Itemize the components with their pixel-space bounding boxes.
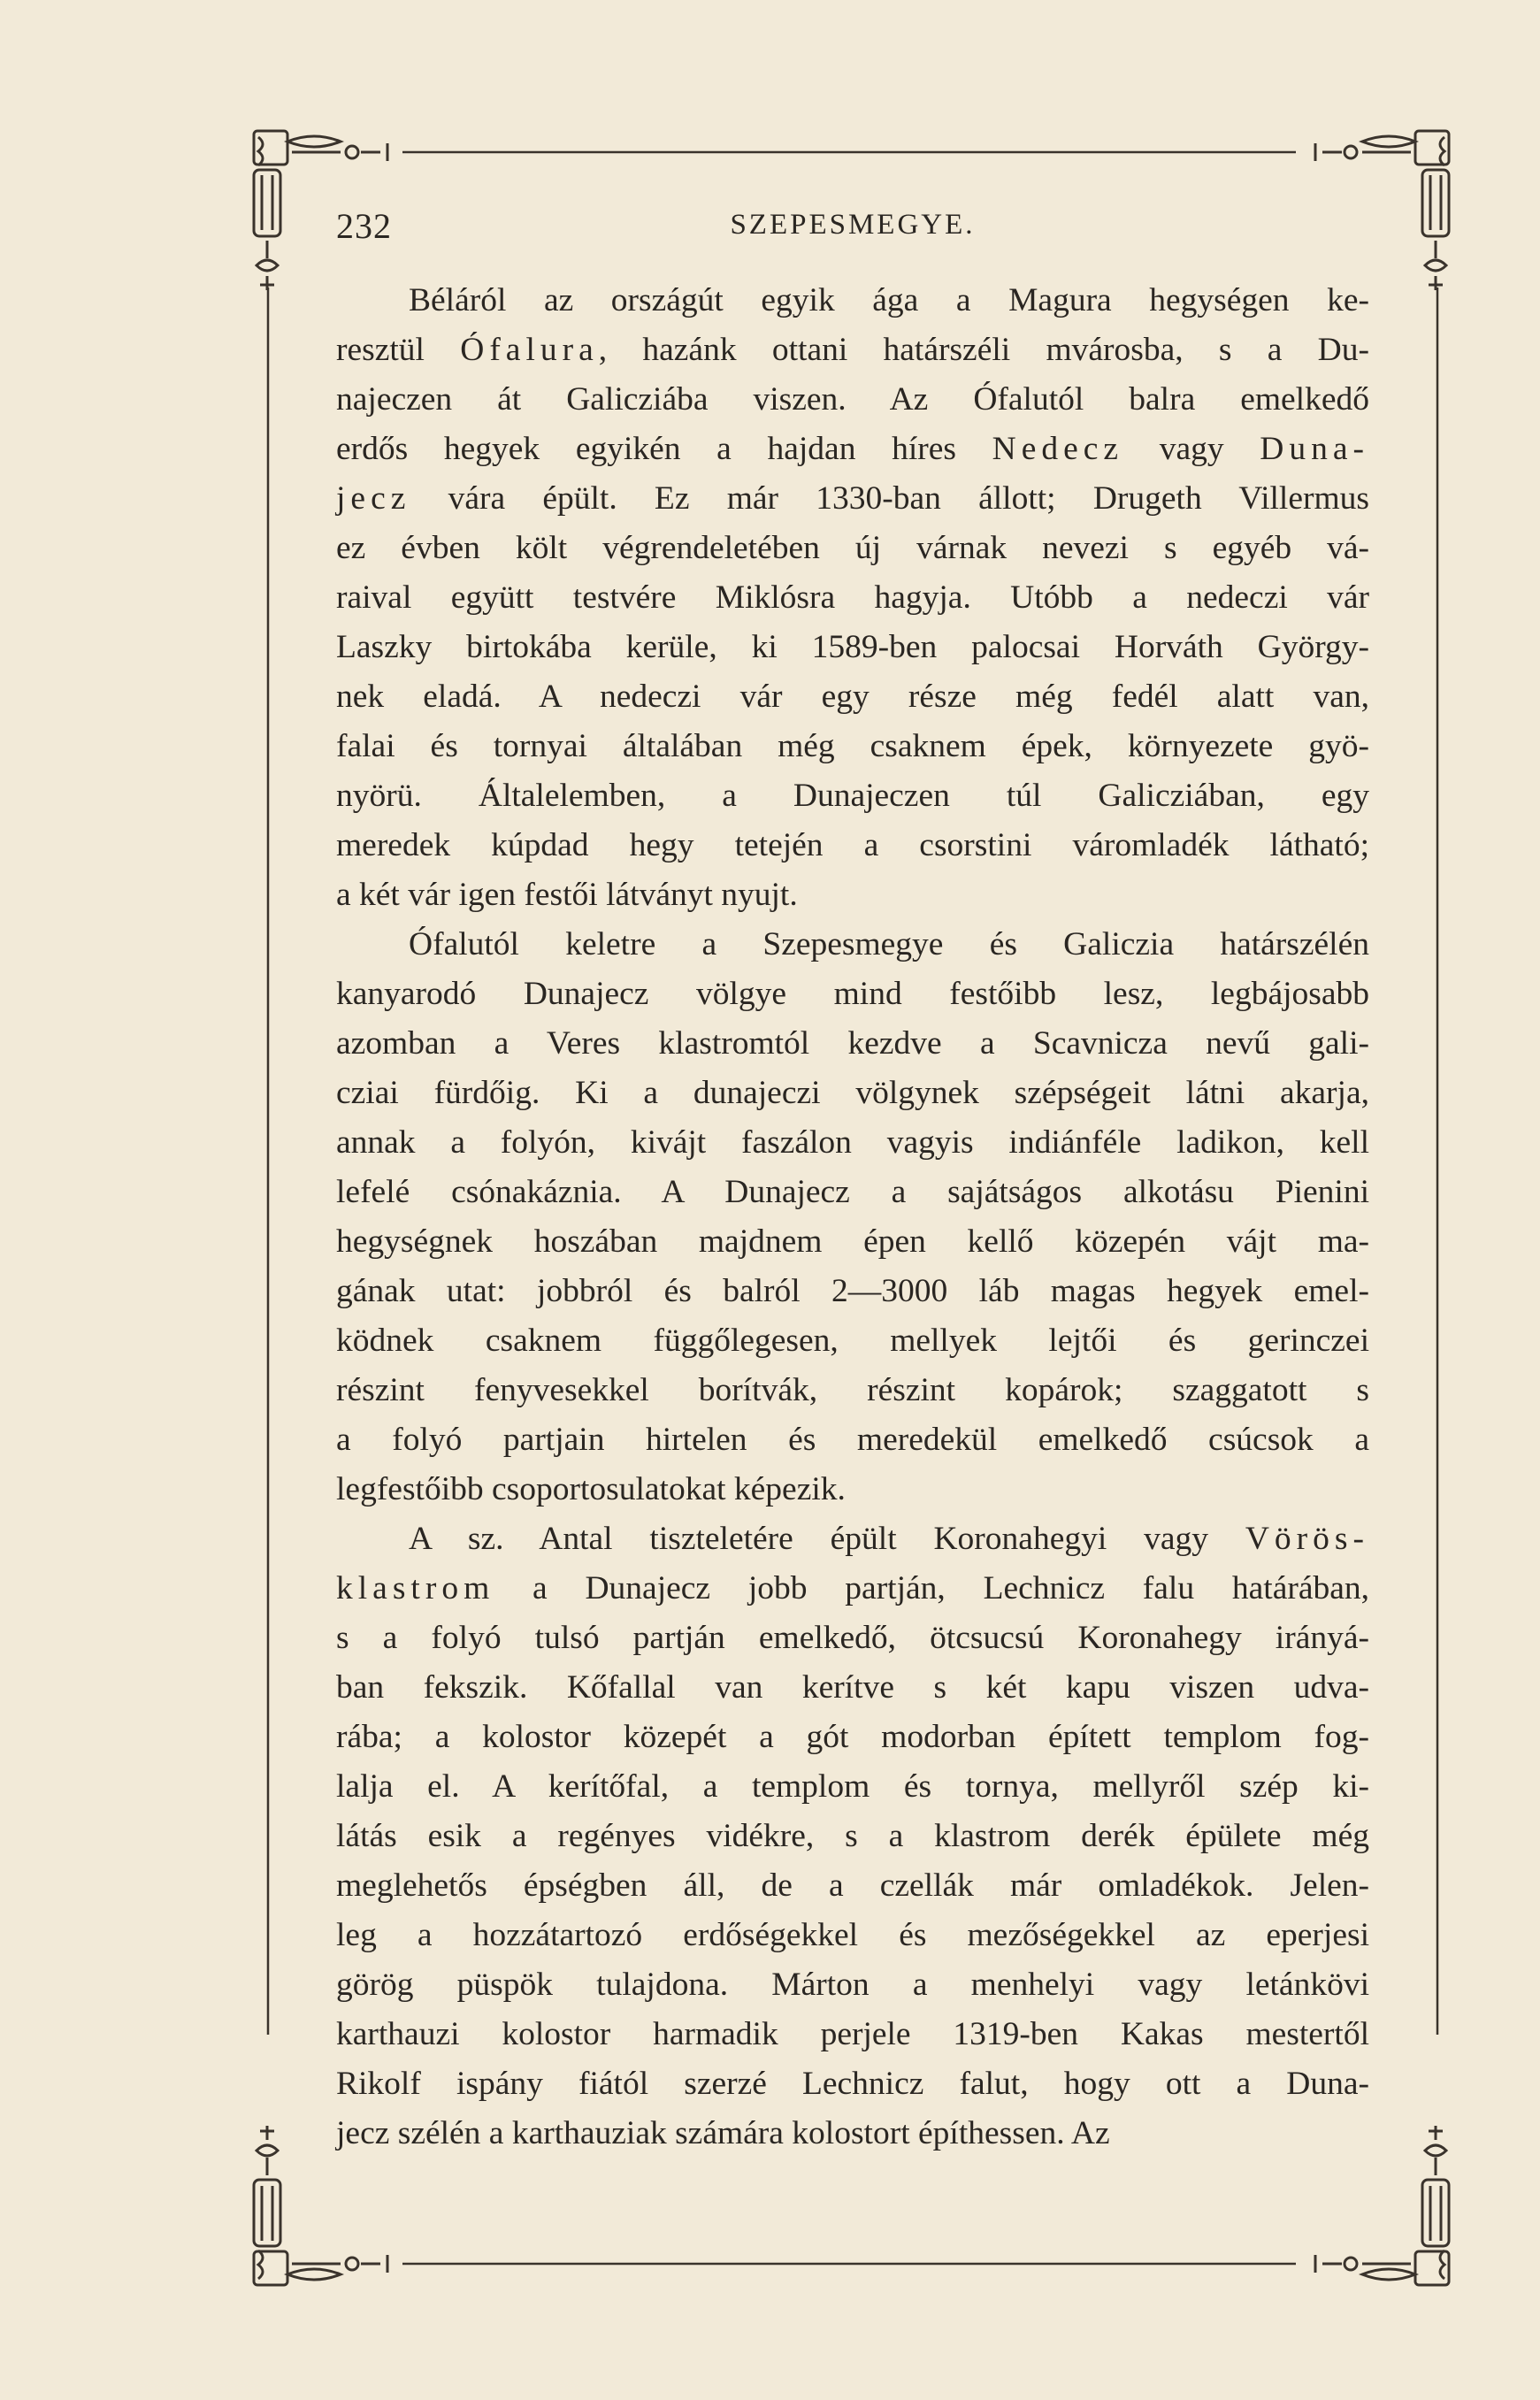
paragraph [336,920,1369,1514]
text-line [336,1118,1369,1168]
page-number: 232 [336,206,392,246]
spaced-emphasis: Ófalura [460,332,599,368]
text-line [336,1713,1369,1762]
text-run: rába; a kolostor közepét a gót modorban épített templom fog- [336,1719,1369,1755]
text-line [336,1911,1369,1960]
text-run: ban fekszik. Kőfallal van kerítve s két kapu viszen udva- [336,1669,1369,1706]
body-text [336,276,1369,2158]
text-line [336,1415,1369,1465]
text-line [336,672,1369,722]
text-line [336,1366,1369,1415]
text-run: raival együtt testvére Miklósra hagyja. Utóbb a nedeczi vár [336,579,1369,616]
text-line [336,1861,1369,1911]
text-line [336,524,1369,573]
text-run: ködnek csaknem függőlegesen, mellyek lejtői és gerinczei [336,1323,1369,1359]
spaced-emphasis: klastrom [336,1570,495,1606]
text-run: Ófalutól keletre a Szepesmegye és Galiczia határszélén [409,926,1369,962]
text-run: , hazánk ottani határszéli mvárosba, s a Du- [598,332,1369,368]
text-line [336,1960,1369,2010]
text-line [336,1069,1369,1118]
spaced-emphasis: Nedecz [992,431,1124,467]
text-line [336,1614,1369,1663]
text-run: jecz szélén a karthauziak számára kolostort építhessen. Az [336,2115,1110,2151]
text-run: resztül [336,332,461,368]
text-line [336,1812,1369,1861]
text-run: najeczen át Galicziába viszen. Az Ófalutól balra emelkedő [336,381,1369,418]
text-line [336,1663,1369,1713]
text-line [336,573,1369,623]
text-line [336,2059,1369,2109]
text-line [336,1168,1369,1217]
text-line [336,821,1369,870]
text-run: azomban a Veres klastromtól kezdve a Scavnicza nevű gali- [336,1025,1369,1062]
text-run: meredek kúpdad hegy tetején a csorstini váromladék látható; [336,827,1369,863]
text-run: s a folyó tulsó partján emelkedő, ötcsucsú Koronahegy irányá- [336,1620,1369,1656]
text-line [336,1465,1369,1514]
text-run: ez évben költ végrendeletében új várnak nevezi s egyéb vá- [336,530,1369,566]
text-run: kanyarodó Dunajecz völgye mind festőibb lesz, legbájosabb [336,976,1369,1012]
text-line [336,623,1369,672]
text-run: falai és tornyai általában még csaknem épek, környezete gyö- [336,728,1369,764]
text-line [336,375,1369,425]
text-run: A sz. Antal tiszteletére épült Koronahegyi vagy [409,1521,1245,1557]
text-line [336,870,1369,920]
text-line [336,1564,1369,1614]
paragraph [336,1514,1369,2158]
spaced-emphasis: jecz [336,480,411,517]
text-line [336,722,1369,771]
text-run: nyörü. Általelemben, a Dunajeczen túl Galicziában, egy [336,778,1369,814]
text-run: nek eladá. A nedeczi vár egy része még fedél alatt van, [336,679,1369,715]
text-line [336,970,1369,1019]
text-run: cziai fürdőig. Ki a dunajeczi völgynek szépségeit látni akarja, [336,1075,1369,1111]
text-line [336,1514,1369,1564]
text-run: Laszky birtokába kerüle, ki 1589-ben palocsai Horváth György- [336,629,1369,665]
spaced-emphasis: Duna- [1260,431,1369,467]
text-line [336,474,1369,524]
text-run: Béláról az országút egyik ága a Magura hegységen ke- [409,282,1369,318]
paragraph [336,276,1369,920]
text-run: vára épült. Ez már 1330-ban állott; Drugeth Villermus [410,480,1369,517]
text-run: annak a folyón, kivájt faszálon vagyis indiánféle ladikon, kell [336,1124,1369,1161]
text-run: görög püspök tulajdona. Márton a menhelyi vagy letánkövi [336,1967,1369,2003]
text-run: lefelé csónakáznia. A Dunajecz a sajátságos alkotásu Pienini [336,1174,1369,1210]
text-line [336,1316,1369,1366]
text-run: meglehetős épségben áll, de a czellák már omladékok. Jelen- [336,1867,1369,1904]
text-line [336,425,1369,474]
text-line [336,1267,1369,1316]
text-line [336,2109,1369,2158]
text-line [336,920,1369,970]
spaced-emphasis: Vörös- [1245,1521,1369,1557]
text-line [336,771,1369,821]
page-header [336,205,1369,258]
text-run: legfestőibb csoportosulatokat képezik. [336,1471,846,1507]
text-run: a Dunajecz jobb partján, Lechnicz falu határában, [494,1570,1369,1606]
text-line [336,1217,1369,1267]
text-run: a folyó partjain hirtelen és meredekül emelkedő csúcsok a [336,1422,1369,1458]
text-line [336,1762,1369,1812]
text-line [336,2010,1369,2059]
text-run: leg a hozzátartozó erdőségekkel és mezőségekkel az eperjesi [336,1917,1369,1953]
text-run: részint fenyvesekkel borítvák, részint kopárok; szaggatott s [336,1372,1369,1408]
text-line [336,1019,1369,1069]
text-run: hegységnek hoszában majdnem épen kellő közepén vájt ma- [336,1223,1369,1260]
running-head: SZEPESMEGYE. [730,209,976,241]
text-run: vagy [1123,431,1260,467]
text-run: lalja el. A kerítőfal, a templom és tornya, mellyről szép ki- [336,1768,1369,1805]
text-run: karthauzi kolostor harmadik perjele 1319-ben Kakas mestertől [336,2016,1369,2052]
text-line [336,326,1369,375]
text-run: látás esik a regényes vidékre, s a klastrom derék épülete még [336,1818,1369,1854]
text-run: gának utat: jobbról és balról 2—3000 láb magas hegyek emel- [336,1273,1369,1309]
text-run: Rikolf ispány fiától szerzé Lechnicz falut, hogy ott a Duna- [336,2066,1369,2102]
text-line [336,276,1369,326]
text-run: a két vár igen festői látványt nyujt. [336,877,798,913]
text-run: erdős hegyek egyikén a hajdan híres [336,431,992,467]
